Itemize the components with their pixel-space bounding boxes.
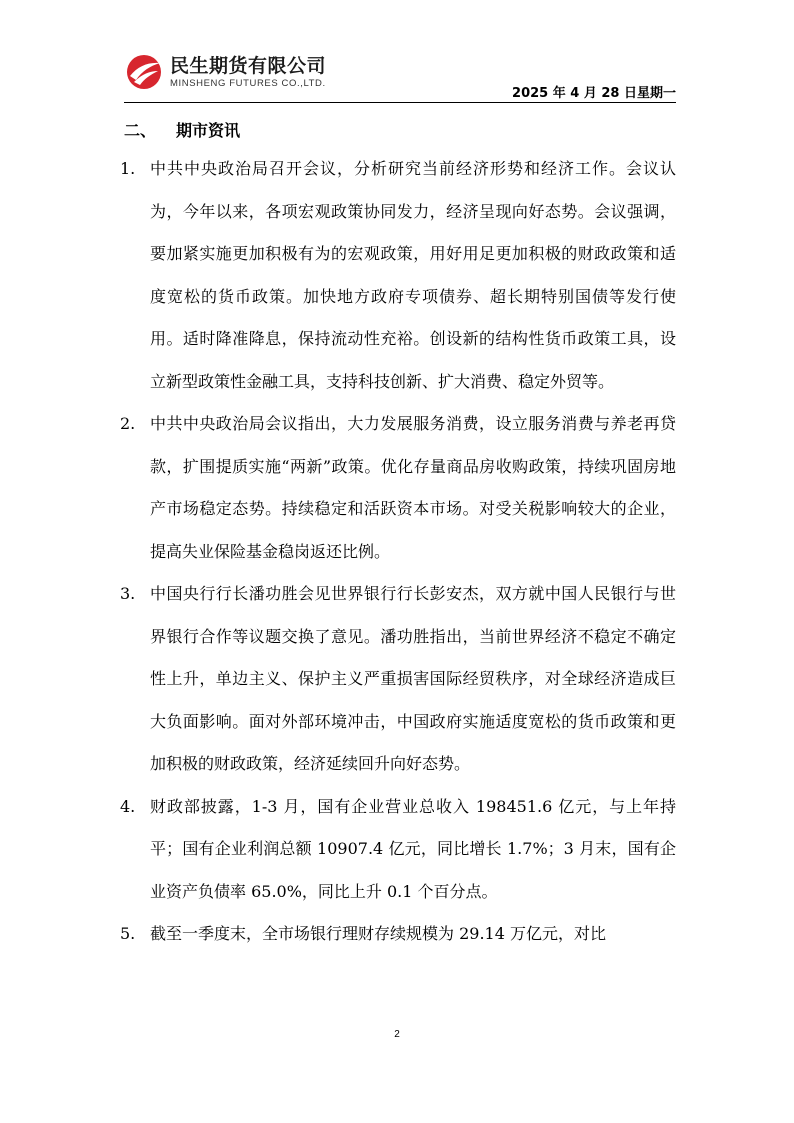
item-text: 中国央行行长潘功胜会见世界银行行长彭安杰，双方就中国人民银行与世界银行合作等议题交换了意见。潘功胜指出，当前世界经济不稳定不确定性上升，单边主义、保护主义严重损害国际经贸秩序，对全球经济造成巨大负面影响。面对外部环境冲击，中国政府实施适度宽松的货币政策和更加积极的财政政策，经济延续回升向好态势。 [150,584,676,773]
section-number: 二、 [124,121,157,140]
news-list [120,148,676,956]
section-heading [124,118,240,141]
item-number: 1. [120,159,136,178]
header-divider [124,102,676,103]
item-number: 5. [120,924,136,943]
report-date: 2025 年 4 月 28 日星期一 [512,86,676,101]
item-text: 中共中央政治局会议指出，大力发展服务消费，设立服务消费与养老再贷款，扩围提质实施“两新”政策。优化存量商品房收购政策，持续巩固房地产市场稳定态势。持续稳定和活跃资本市场。对受关税影响较大的企业，提高失业保险基金稳岗返还比例。 [150,414,676,561]
news-item [120,913,676,956]
minsheng-logo-icon [124,52,164,92]
news-item [120,148,676,403]
item-number: 3. [120,584,136,603]
news-item [120,573,676,786]
page-number: 2 [394,1029,400,1040]
item-number: 2. [120,414,136,433]
company-name-cn: 民生期货有限公司 [170,54,327,77]
news-item [120,786,676,914]
item-text: 截至一季度末，全市场银行理财存续规模为 29.14 万亿元，对比 [150,924,606,943]
company-name-en: MINSHENG FUTURES CO.,LTD. [170,77,326,89]
news-item [120,403,676,573]
item-number: 4. [120,796,136,816]
company-logo [124,52,326,92]
page-header [124,52,676,102]
section-title: 期市资讯 [176,121,241,140]
item-text: 中共中央政治局召开会议，分析研究当前经济形势和经济工作。会议认为，今年以来，各项宏观政策协同发力，经济呈现向好态势。会议强调，要加紧实施更加积极有为的宏观政策，用好用足更加积极的财政政策和适度宽松的货币政策。加快地方政府专项债券、超长期特别国债等发行使用。适时降准降息，保持流动性充裕。创设新的结构性货币政策工具，设立新型政策性金融工具，支持科技创新、扩大消费、稳定外贸等。 [150,159,676,391]
item-text: 财政部披露，1-3 月，国有企业营业总收入 198451.6 亿元，与上年持平；国有企业利润总额 10907.4 亿元，同比增长 1.7%；3 月末，国有企业资产负债率 65.0%，同比上升 0.1 个百分点。 [150,796,676,901]
